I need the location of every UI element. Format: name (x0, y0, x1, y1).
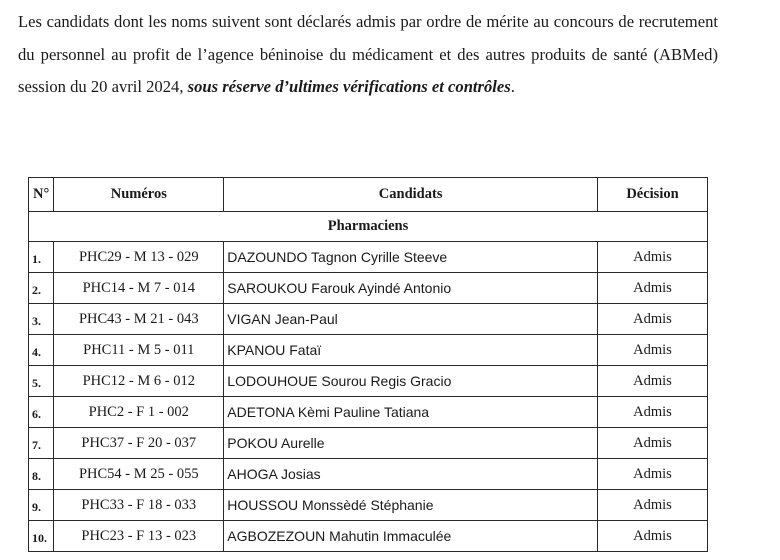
intro-paragraph (18, 6, 718, 104)
row-decision: Admis (598, 242, 708, 273)
row-number: 10. (29, 521, 54, 552)
row-code: PHC2 - F 1 - 002 (54, 397, 224, 428)
table-row (29, 397, 708, 428)
row-decision: Admis (598, 459, 708, 490)
row-decision: Admis (598, 304, 708, 335)
row-number: 7. (29, 428, 54, 459)
row-candidate: KPANOU Fataï (224, 335, 598, 366)
row-decision: Admis (598, 397, 708, 428)
section-title: Pharmaciens (29, 212, 708, 242)
row-number: 9. (29, 490, 54, 521)
row-decision: Admis (598, 273, 708, 304)
table-row (29, 335, 708, 366)
table-row (29, 428, 708, 459)
intro-end: . (510, 77, 515, 96)
row-decision: Admis (598, 490, 708, 521)
row-candidate: HOUSSOU Monssèdé Stéphanie (224, 490, 598, 521)
row-code: PHC11 - M 5 - 011 (54, 335, 224, 366)
row-candidate: LODOUHOUE Sourou Regis Gracio (224, 366, 598, 397)
table-row (29, 304, 708, 335)
row-candidate: ADETONA Kèmi Pauline Tatiana (224, 397, 598, 428)
row-number: 2. (29, 273, 54, 304)
row-code: PHC33 - F 18 - 033 (54, 490, 224, 521)
table-row (29, 273, 708, 304)
row-number: 4. (29, 335, 54, 366)
table-row (29, 490, 708, 521)
row-code: PHC29 - M 13 - 029 (54, 242, 224, 273)
row-code: PHC43 - M 21 - 043 (54, 304, 224, 335)
row-code: PHC23 - F 13 - 023 (54, 521, 224, 552)
row-number: 3. (29, 304, 54, 335)
row-code: PHC14 - M 7 - 014 (54, 273, 224, 304)
row-candidate: VIGAN Jean-Paul (224, 304, 598, 335)
table-row (29, 459, 708, 490)
row-candidate: AGBOZEZOUN Mahutin Immaculée (224, 521, 598, 552)
row-code: PHC12 - M 6 - 012 (54, 366, 224, 397)
row-candidate: AHOGA Josias (224, 459, 598, 490)
row-code: PHC54 - M 25 - 055 (54, 459, 224, 490)
header-decision: Décision (598, 178, 708, 212)
section-row (29, 212, 708, 242)
row-decision: Admis (598, 521, 708, 552)
row-number: 5. (29, 366, 54, 397)
row-decision: Admis (598, 366, 708, 397)
row-code: PHC37 - F 20 - 037 (54, 428, 224, 459)
table-header-row (29, 178, 708, 212)
row-candidate: POKOU Aurelle (224, 428, 598, 459)
row-decision: Admis (598, 335, 708, 366)
row-candidate: SAROUKOU Farouk Ayindé Antonio (224, 273, 598, 304)
header-no: N° (29, 178, 54, 212)
intro-emphasis: sous réserve d’ultimes vérifications et contrôles (187, 77, 511, 96)
row-number: 6. (29, 397, 54, 428)
row-candidate: DAZOUNDO Tagnon Cyrille Steeve (224, 242, 598, 273)
header-numeros: Numéros (54, 178, 224, 212)
results-table (28, 177, 708, 552)
table-row (29, 521, 708, 552)
header-candidats: Candidats (224, 178, 598, 212)
row-decision: Admis (598, 428, 708, 459)
row-number: 8. (29, 459, 54, 490)
intro-text: Les candidats dont les noms suivent sont déclarés admis par ordre de mérite au concours de recrutement du personnel au profit de l’agence béninoise du médicament et des autres produits de santé (ABMed) session du 20 avril 2024, (18, 12, 718, 96)
table-row (29, 366, 708, 397)
row-number: 1. (29, 242, 54, 273)
table-row (29, 242, 708, 273)
